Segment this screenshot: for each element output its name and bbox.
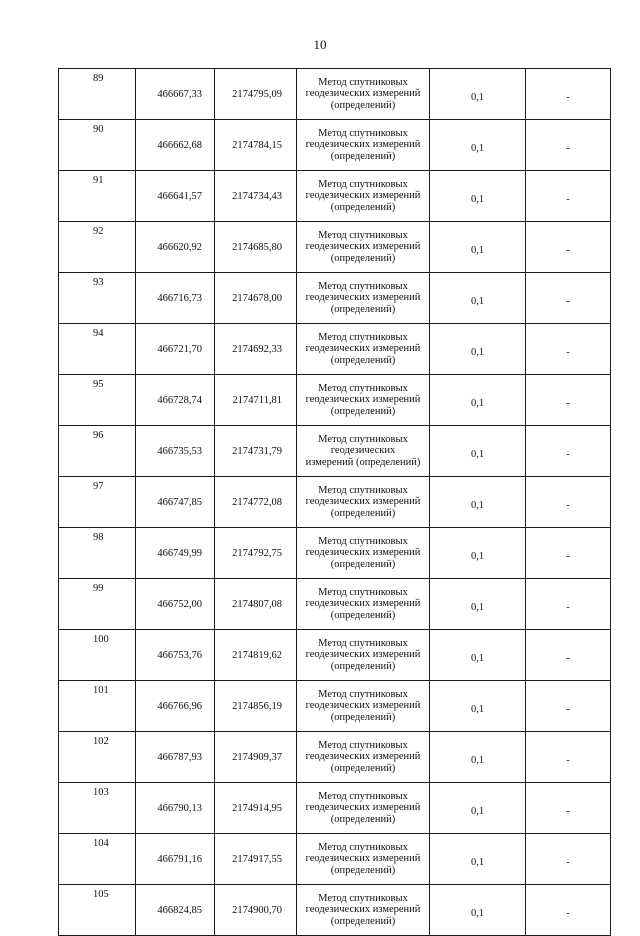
table-row	[59, 783, 611, 834]
note-cell: -	[526, 630, 611, 681]
method-cell	[297, 528, 430, 579]
table-row	[59, 273, 611, 324]
accuracy-cell: 0,1	[430, 681, 526, 732]
method-cell	[297, 834, 430, 885]
method-line: Метод спутниковых	[318, 535, 408, 547]
method-line: Метод спутниковых	[318, 739, 408, 751]
accuracy-cell: 0,1	[430, 69, 526, 120]
x-coordinate-cell: 466667,33	[136, 69, 215, 120]
table-row	[59, 69, 611, 120]
point-number-cell: 100	[59, 630, 136, 681]
point-number-cell: 97	[59, 477, 136, 528]
method-line: Метод спутниковых	[318, 790, 408, 802]
method-line: Метод спутниковых	[318, 280, 408, 292]
point-number-cell: 95	[59, 375, 136, 426]
method-line: геодезических измерений	[305, 751, 421, 763]
method-line: геодезических измерений	[305, 853, 421, 865]
method-line: (определений)	[330, 303, 396, 315]
point-number-cell: 96	[59, 426, 136, 477]
method-line: (определений)	[330, 252, 396, 264]
method-line: геодезических измерений	[305, 343, 421, 355]
method-line: геодезических измерений	[305, 547, 421, 559]
y-coordinate-cell: 2174795,09	[215, 69, 297, 120]
note-cell: -	[526, 732, 611, 783]
table-row	[59, 171, 611, 222]
method-line: геодезических измерений	[305, 394, 421, 406]
y-coordinate-cell: 2174914,95	[215, 783, 297, 834]
x-coordinate-cell: 466752,00	[136, 579, 215, 630]
point-number-cell: 99	[59, 579, 136, 630]
method-cell	[297, 171, 430, 222]
method-line: (определений)	[330, 813, 396, 825]
method-line: геодезических измерений	[305, 598, 421, 610]
accuracy-cell: 0,1	[430, 834, 526, 885]
method-line: Метод спутниковых	[318, 178, 408, 190]
method-line: Метод спутниковых	[318, 841, 408, 853]
method-line: Метод спутниковых	[318, 433, 408, 445]
y-coordinate-cell: 2174678,00	[215, 273, 297, 324]
y-coordinate-cell: 2174900,70	[215, 885, 297, 936]
note-cell: -	[526, 681, 611, 732]
note-cell: -	[526, 783, 611, 834]
method-cell	[297, 630, 430, 681]
y-coordinate-cell: 2174711,81	[215, 375, 297, 426]
method-line: Метод спутниковых	[318, 382, 408, 394]
x-coordinate-cell: 466662,68	[136, 120, 215, 171]
method-line: геодезических измерений	[305, 292, 421, 304]
accuracy-cell: 0,1	[430, 171, 526, 222]
accuracy-cell: 0,1	[430, 375, 526, 426]
method-line: (определений)	[330, 762, 396, 774]
accuracy-cell: 0,1	[430, 732, 526, 783]
table-row	[59, 324, 611, 375]
accuracy-cell: 0,1	[430, 324, 526, 375]
note-cell: -	[526, 426, 611, 477]
method-line: (определений)	[330, 558, 396, 570]
x-coordinate-cell: 466641,57	[136, 171, 215, 222]
method-line: Метод спутниковых	[318, 892, 408, 904]
method-line: (определений)	[330, 507, 396, 519]
note-cell: -	[526, 477, 611, 528]
method-line: геодезических измерений	[305, 649, 421, 661]
note-cell: -	[526, 834, 611, 885]
method-line: геодезических измерений	[305, 802, 421, 814]
method-cell	[297, 120, 430, 171]
page-number: 10	[313, 37, 327, 52]
x-coordinate-cell: 466747,85	[136, 477, 215, 528]
accuracy-cell: 0,1	[430, 528, 526, 579]
method-line: (определений)	[330, 354, 396, 366]
x-coordinate-cell: 466728,74	[136, 375, 215, 426]
x-coordinate-cell: 466735,53	[136, 426, 215, 477]
point-number-cell: 92	[59, 222, 136, 273]
method-cell	[297, 783, 430, 834]
y-coordinate-cell: 2174792,75	[215, 528, 297, 579]
x-coordinate-cell: 466791,16	[136, 834, 215, 885]
accuracy-cell: 0,1	[430, 783, 526, 834]
method-cell	[297, 426, 430, 477]
note-cell: -	[526, 885, 611, 936]
method-line: геодезических измерений	[305, 139, 421, 151]
method-cell	[297, 885, 430, 936]
y-coordinate-cell: 2174731,79	[215, 426, 297, 477]
method-line: Метод спутниковых	[318, 484, 408, 496]
x-coordinate-cell: 466749,99	[136, 528, 215, 579]
x-coordinate-cell: 466721,70	[136, 324, 215, 375]
method-cell	[297, 273, 430, 324]
y-coordinate-cell: 2174692,33	[215, 324, 297, 375]
point-number-cell: 91	[59, 171, 136, 222]
note-cell: -	[526, 579, 611, 630]
y-coordinate-cell: 2174734,43	[215, 171, 297, 222]
y-coordinate-cell: 2174685,80	[215, 222, 297, 273]
point-number-cell: 94	[59, 324, 136, 375]
table-row	[59, 477, 611, 528]
method-line: (определений)	[330, 711, 396, 723]
table-row	[59, 120, 611, 171]
method-cell	[297, 324, 430, 375]
x-coordinate-cell: 466753,76	[136, 630, 215, 681]
method-line: Метод спутниковых	[318, 586, 408, 598]
method-line: Метод спутниковых	[318, 76, 408, 88]
method-line: (определений)	[330, 660, 396, 672]
y-coordinate-cell: 2174807,08	[215, 579, 297, 630]
y-coordinate-cell: 2174772,08	[215, 477, 297, 528]
method-line: геодезических измерений	[305, 700, 421, 712]
method-cell	[297, 732, 430, 783]
accuracy-cell: 0,1	[430, 273, 526, 324]
table-row	[59, 579, 611, 630]
method-line: (определений)	[330, 915, 396, 927]
method-line: Метод спутниковых	[318, 127, 408, 139]
method-cell	[297, 69, 430, 120]
point-number-cell: 105	[59, 885, 136, 936]
point-number-cell: 104	[59, 834, 136, 885]
table-body	[59, 69, 611, 936]
method-line: геодезических измерений	[305, 88, 421, 100]
method-line: геодезических измерений	[305, 190, 421, 202]
point-number-cell: 93	[59, 273, 136, 324]
accuracy-cell: 0,1	[430, 222, 526, 273]
method-cell	[297, 222, 430, 273]
accuracy-cell: 0,1	[430, 885, 526, 936]
method-line: геодезических измерений	[305, 241, 421, 253]
method-line: (определений)	[330, 99, 396, 111]
y-coordinate-cell: 2174856,19	[215, 681, 297, 732]
x-coordinate-cell: 466766,96	[136, 681, 215, 732]
table-row	[59, 528, 611, 579]
point-number-cell: 102	[59, 732, 136, 783]
point-number-cell: 90	[59, 120, 136, 171]
method-cell	[297, 477, 430, 528]
note-cell: -	[526, 120, 611, 171]
note-cell: -	[526, 171, 611, 222]
table-row	[59, 732, 611, 783]
table-row	[59, 681, 611, 732]
y-coordinate-cell: 2174819,62	[215, 630, 297, 681]
x-coordinate-cell: 466824,85	[136, 885, 215, 936]
x-coordinate-cell: 466620,92	[136, 222, 215, 273]
method-line: геодезических измерений	[305, 496, 421, 508]
method-cell	[297, 375, 430, 426]
y-coordinate-cell: 2174917,55	[215, 834, 297, 885]
note-cell: -	[526, 69, 611, 120]
table-row	[59, 630, 611, 681]
note-cell: -	[526, 375, 611, 426]
method-line: Метод спутниковых	[318, 637, 408, 649]
x-coordinate-cell: 466790,13	[136, 783, 215, 834]
method-line: (определений)	[330, 405, 396, 417]
y-coordinate-cell: 2174784,15	[215, 120, 297, 171]
table-row	[59, 885, 611, 936]
note-cell: -	[526, 528, 611, 579]
accuracy-cell: 0,1	[430, 477, 526, 528]
method-line: Метод спутниковых	[318, 688, 408, 700]
point-number-cell: 103	[59, 783, 136, 834]
point-number-cell: 101	[59, 681, 136, 732]
note-cell: -	[526, 273, 611, 324]
point-number-cell: 89	[59, 69, 136, 120]
accuracy-cell: 0,1	[430, 630, 526, 681]
coordinates-table	[58, 68, 611, 936]
accuracy-cell: 0,1	[430, 579, 526, 630]
method-line: геодезических	[330, 445, 396, 457]
table-row	[59, 375, 611, 426]
accuracy-cell: 0,1	[430, 120, 526, 171]
y-coordinate-cell: 2174909,37	[215, 732, 297, 783]
method-cell	[297, 681, 430, 732]
method-line: Метод спутниковых	[318, 229, 408, 241]
x-coordinate-cell: 466716,73	[136, 273, 215, 324]
method-line: геодезических измерений	[305, 904, 421, 916]
method-cell	[297, 579, 430, 630]
method-line: измерений (определений)	[305, 456, 421, 468]
table-row	[59, 222, 611, 273]
x-coordinate-cell: 466787,93	[136, 732, 215, 783]
method-line: (определений)	[330, 609, 396, 621]
method-line: (определений)	[330, 864, 396, 876]
method-line: (определений)	[330, 201, 396, 213]
table-row	[59, 426, 611, 477]
method-line: Метод спутниковых	[318, 331, 408, 343]
table-row	[59, 834, 611, 885]
note-cell: -	[526, 324, 611, 375]
point-number-cell: 98	[59, 528, 136, 579]
note-cell: -	[526, 222, 611, 273]
method-line: (определений)	[330, 150, 396, 162]
accuracy-cell: 0,1	[430, 426, 526, 477]
